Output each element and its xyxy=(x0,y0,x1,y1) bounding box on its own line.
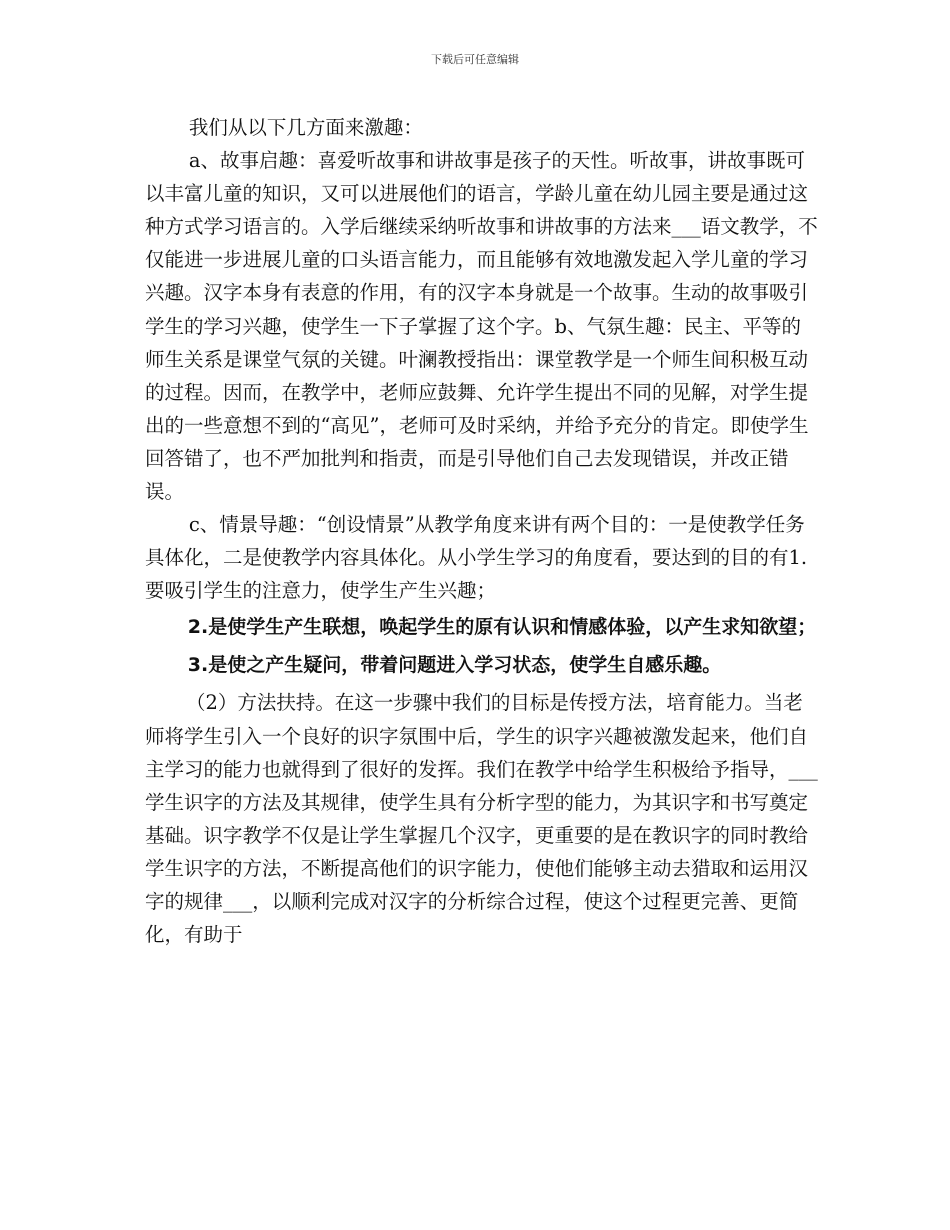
paragraph-bold-point-3: 3.是使之产生疑问，带着问题进入学习状态，使学生自感乐趣。 xyxy=(187,654,722,677)
paragraph-scenario: c、情景导趣：“创设情景”从教学角度来讲有两个目的：一是使教学任务具体化，二是使教学内容具体化。从小学生学习的角度看，要达到的目的有1.要吸引学生的注意力，使学生产生兴趣； xyxy=(145,513,808,603)
paragraph-story-and-atmosphere: a、故事启趣：喜爱听故事和讲故事是孩子的天性。听故事，讲故事既可以丰富儿童的知识，又可以进展他们的语言，学龄儿童在幼儿园主要是通过这种方式学习语言的。入学后继续采纳听故事和讲故事的方法来___语文教学，不仅能进一步进展儿童的口头语言能力，而且能够有效地激发起入学儿童的学习兴趣。汉字本身有表意的作用，有的汉字本身就是一个故事。生动的故事吸引学生的学习兴趣，使学生一下子掌握了这个字。b、气氛生趣：民主、平等的师生关系是课堂气氛的关键。叶澜教授指出：课堂教学是一个师生间积极互动的过程。因而，在教学中，老师应鼓舞、允许学生提出不同的见解，对学生提出的一些意想不到的“高见”，老师可及时采纳，并给予充分的肯定。即使学生回答错了，也不严加批判和指责，而是引导他们自己去发现错误，并改正错误。 xyxy=(145,149,818,504)
document-body xyxy=(145,111,820,951)
paragraph-intro: 我们从以下几方面来激趣： xyxy=(188,116,423,139)
page-header: 下载后可任意编辑 xyxy=(431,53,519,66)
paragraph-method-support: （2）方法扶持。在这一步骤中我们的目标是传授方法，培育能力。当老师将学生引入一个良好的识字氛围中后，学生的识字兴趣被激发起来，他们自主学习的能力也就得到了很好的发挥。我们在教学中给学生积极给予指导，___学生识字的方法及其规律，使学生具有分析字型的能力，为其识字和书写奠定基础。识字教学不仅是让学生掌握几个汉字，更重要的是在教识字的同时教给学生识字的方法，不断提高他们的识字能力，使他们能够主动去猎取和运用汉字的规律___，以顺利完成对汉字的分析综合过程，使这个过程更完善、更简化，有助于 xyxy=(145,691,818,947)
paragraph-bold-point-2: 2.是使学生产生联想，唤起学生的原有认识和情感体验，以产生求知欲望； xyxy=(187,616,817,639)
